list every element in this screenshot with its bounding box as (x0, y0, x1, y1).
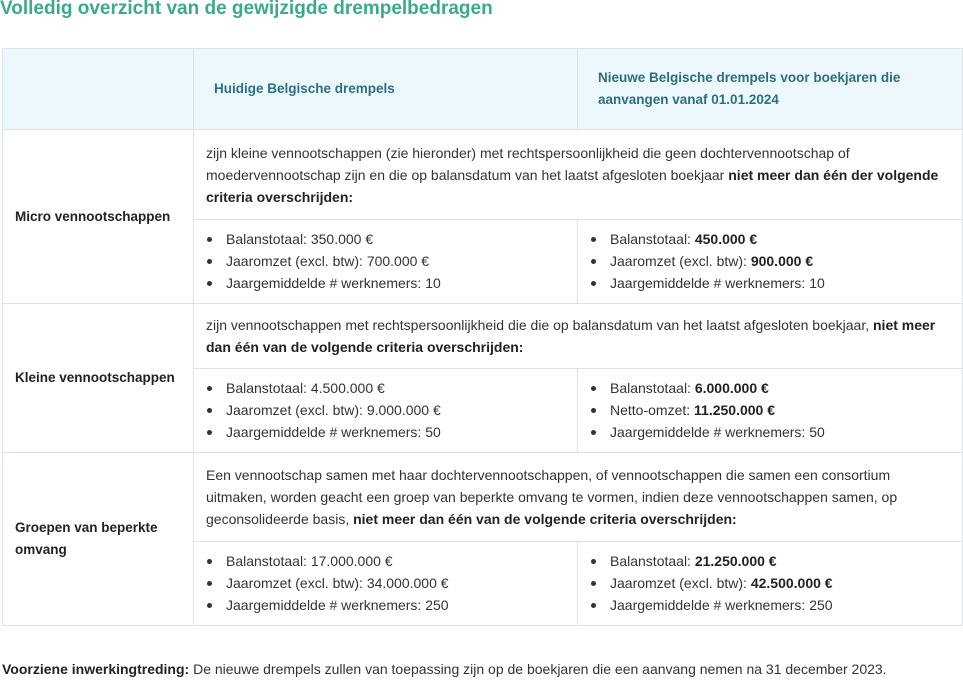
criterion-text: Balanstotaal: 4.500.000 € (226, 380, 385, 396)
table-row (3, 130, 963, 220)
criterion-text: Jaaromzet (excl. btw): 9.000.000 € (226, 402, 441, 418)
list-item (590, 572, 950, 594)
criterion-text: Jaargemiddelde # werknemers: 50 (226, 424, 441, 440)
list-item (590, 272, 950, 294)
list-item (590, 377, 950, 399)
description-text: zijn vennootschappen met rechtspersoonlijkheid die die op balansdatum van het laatst afgesloten boekjaar, (206, 317, 873, 333)
criterion-text: Jaargemiddelde # werknemers: 10 (226, 275, 441, 291)
criterion-text: Jaargemiddelde # werknemers: 10 (610, 275, 825, 291)
row-label: Kleine vennootschappen (3, 304, 194, 453)
table-row (3, 304, 963, 369)
criterion-value: 6.000.000 € (694, 380, 769, 396)
criterion-text: Balanstotaal: 350.000 € (226, 231, 374, 247)
header-new-label: Nieuwe Belgische drempels voor boekjaren die aanvangen vanaf 01.01.2024 (598, 70, 901, 107)
list-item (206, 272, 565, 294)
list-item (590, 228, 950, 250)
row-description (194, 130, 963, 220)
table-row (3, 453, 963, 542)
list-item (590, 250, 950, 272)
criterion-text: Netto-omzet: (610, 402, 695, 418)
header-empty-cell (3, 49, 194, 130)
row-label: Groepen van beperkte omvang (3, 453, 194, 626)
criterion-text: Balanstotaal: 17.000.000 € (226, 553, 393, 569)
threshold-table (2, 48, 963, 626)
page-title: Volledig overzicht van de gewijzigde drempelbedragen (0, 0, 493, 19)
criterion-text: Balanstotaal: (610, 231, 695, 247)
header-new (578, 49, 963, 130)
criteria-new (578, 542, 963, 626)
effective-date-text: De nieuwe drempels zullen van toepassing zijn op de boekjaren die een aanvang nemen na 31 december 2023. (189, 661, 887, 677)
row-label: Micro vennootschappen (3, 130, 194, 304)
criterion-value: 900.000 € (750, 253, 814, 269)
criteria-current (194, 369, 578, 453)
list-item (206, 377, 565, 399)
list-item (206, 550, 565, 572)
list-item (206, 594, 565, 616)
criterion-value: 21.250.000 € (694, 553, 777, 569)
list-item (590, 421, 950, 443)
criterion-text: Jaaromzet (excl. btw): 700.000 € (226, 253, 430, 269)
criterion-text: Jaaromzet (excl. btw): (610, 253, 751, 269)
list-item (206, 572, 565, 594)
criterion-text: Jaargemiddelde # werknemers: 250 (226, 597, 449, 613)
criteria-new (578, 369, 963, 453)
criterion-text: Balanstotaal: (610, 380, 695, 396)
description-emphasis: niet meer dan één der volgende criteria overschrijden: (206, 166, 939, 205)
effective-date-label: Voorziene inwerkingtreding: (2, 661, 190, 677)
list-item (590, 399, 950, 421)
list-item (206, 228, 565, 250)
criterion-text: Jaargemiddelde # werknemers: 250 (610, 597, 833, 613)
effective-date-note (2, 658, 887, 680)
header-current (194, 49, 578, 130)
list-item (206, 399, 565, 421)
criterion-value: 11.250.000 € (694, 402, 776, 418)
criterion-text: Jaargemiddelde # werknemers: 50 (610, 424, 825, 440)
list-item (206, 250, 565, 272)
criterion-value: 42.500.000 € (750, 575, 833, 591)
header-current-label: Huidige Belgische drempels (214, 81, 395, 96)
list-item (590, 594, 950, 616)
row-description (194, 453, 963, 542)
description-text: zijn kleine vennootschappen (zie hieronder) met rechtspersoonlijkheid die geen dochtervennootschap of moedervennootschap zijn en die op balansdatum van het laatst afgesloten boekjaar (206, 144, 850, 183)
description-text: Een vennootschap samen met haar dochtervennootschappen, of vennootschappen die samen een consortium uitmaken, worden geacht een groep van beperkte omvang te vormen, indien deze vennootschappen samen, op geconsolideerde basis, (206, 467, 898, 527)
criterion-value: 450.000 € (694, 231, 758, 247)
criteria-new (578, 220, 963, 304)
criterion-text: Jaaromzet (excl. btw): (610, 575, 751, 591)
table-header-row (3, 49, 963, 130)
description-emphasis: niet meer dan één van de volgende criteria overschrijden: (206, 317, 936, 355)
criterion-text: Balanstotaal: (610, 553, 695, 569)
criterion-text: Jaaromzet (excl. btw): 34.000.000 € (226, 575, 449, 591)
row-description (194, 304, 963, 369)
description-emphasis: niet meer dan één van de volgende criteria overschrijden: (353, 511, 737, 527)
list-item (590, 550, 950, 572)
list-item (206, 421, 565, 443)
criteria-current (194, 542, 578, 626)
criteria-current (194, 220, 578, 304)
